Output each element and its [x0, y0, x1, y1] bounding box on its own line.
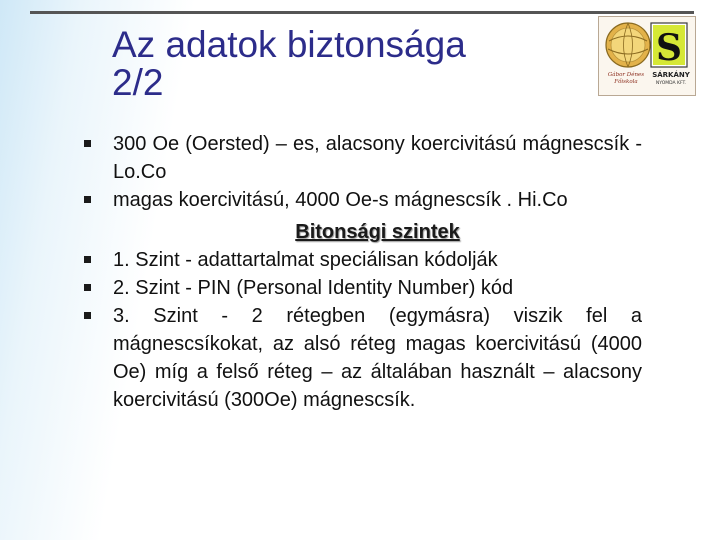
bullet-text: magas koercivitású, 4000 Oe-s mágnescsík . Hi.Co [113, 189, 568, 211]
printshop-subtitle: NYOMDA KFT. [655, 81, 687, 86]
bullet-square-icon [84, 312, 91, 319]
college-logo [606, 23, 650, 85]
section-heading: Bitonsági szintek [295, 221, 460, 243]
bullet-item [84, 186, 642, 214]
printshop-name: SÁRKÁNY [652, 71, 690, 79]
title-line-2: 2/2 [112, 62, 164, 103]
title-line-1: Az adatok biztonsága [112, 24, 466, 65]
bullet-item [84, 246, 642, 274]
bullet-square-icon [84, 196, 91, 203]
bullet-square-icon [84, 256, 91, 263]
college-logo-line1: Gábor Dénes [607, 72, 645, 78]
slide-body [84, 130, 642, 414]
bullet-item [84, 302, 642, 414]
college-logo-line2: Főiskola [614, 79, 638, 85]
bullet-item [84, 130, 642, 186]
logos-panel [598, 16, 696, 96]
printshop-logo [651, 23, 691, 86]
slide-title [112, 26, 572, 102]
bullet-item [84, 274, 642, 302]
top-divider [30, 11, 694, 14]
bullet-text: 1. Szint - adattartalmat speciálisan kódolják [113, 249, 498, 271]
logos-graphic [599, 17, 695, 95]
bullet-square-icon [84, 140, 91, 147]
bullet-square-icon [84, 284, 91, 291]
bullet-text: 300 Oe (Oersted) – es, alacsony koercivitású mágnescsík - Lo.Co [113, 133, 642, 183]
printshop-letter: S [656, 27, 682, 69]
bullet-text: 3. Szint - 2 rétegben (egymásra) viszik fel a mágnescsíkokat, az alsó réteg magas koercivitású (4000 Oe) míg a felső réteg – az általában használt – alacsony koercivitású (300Oe) mágnescsík. [113, 305, 642, 411]
bullet-text: 2. Szint - PIN (Personal Identity Number) kód [113, 277, 514, 299]
